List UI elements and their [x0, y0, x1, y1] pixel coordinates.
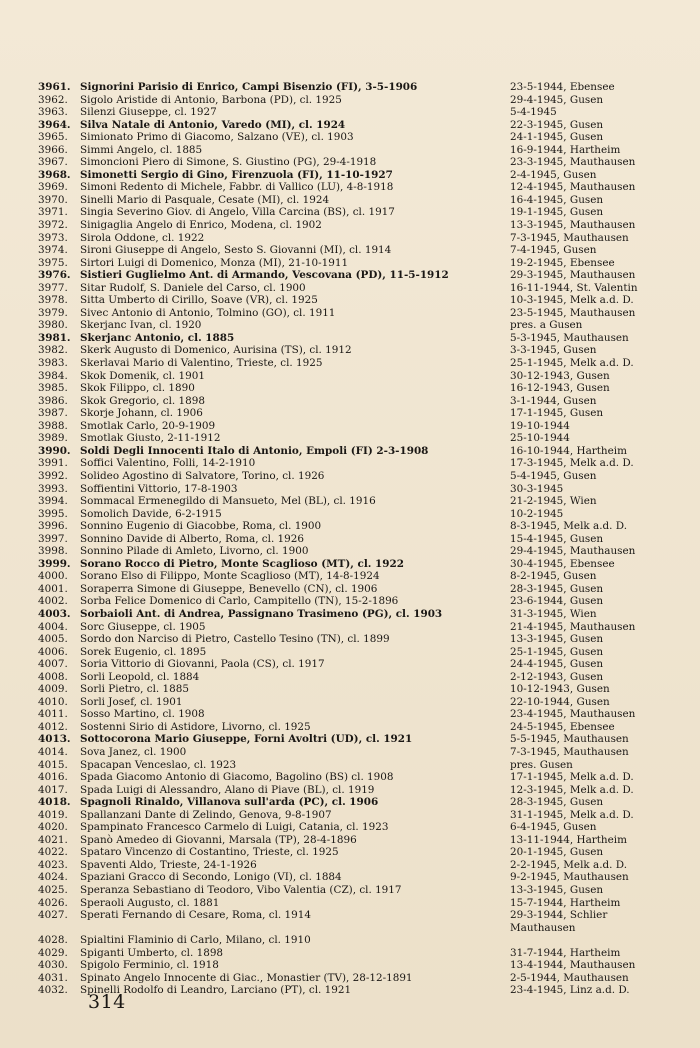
entry-number: 3989.	[38, 432, 68, 445]
entry-row	[38, 307, 678, 320]
entry-death-info: 13-3-1945, Mauthausen	[510, 219, 636, 232]
entry-death-info: 19-2-1945, Ebensee	[510, 256, 615, 269]
entry-row	[38, 219, 678, 232]
entry-name: Sitar Rudolf, S. Daniele del Carso, cl. 1900	[80, 281, 306, 294]
entry-number: 4011.	[38, 708, 68, 721]
entry-number: 3962.	[38, 93, 68, 106]
entry-name: Silenzi Giuseppe, cl. 1927	[80, 106, 217, 119]
page-number: 314	[88, 991, 126, 1013]
entry-row	[38, 144, 678, 157]
entry-row	[38, 934, 678, 947]
entry-number: 4002.	[38, 595, 68, 608]
entry-number: 3963.	[38, 106, 68, 119]
entry-number: 3997.	[38, 532, 68, 545]
entry-death-info: 10-3-1945, Melk a.d. D.	[510, 294, 634, 307]
entry-row	[38, 319, 678, 332]
entry-name: Simoncioni Piero di Simone, S. Giustino (PG), 29-4-1918	[80, 156, 377, 169]
entry-death-info: pres. a Gusen	[510, 319, 583, 332]
entry-death-info: 28-3-1945, Gusen	[510, 582, 604, 595]
entry-number: 3982.	[38, 344, 68, 357]
entry-number: 3992.	[38, 469, 68, 482]
entry-row	[38, 495, 678, 508]
entry-row	[38, 407, 678, 420]
entry-death-info: 13-4-1944, Mauthausen	[510, 959, 636, 972]
entry-name: Sordo don Narciso di Pietro, Castello Tesino (TN), cl. 1899	[80, 633, 390, 646]
entry-number: 4018.	[38, 796, 71, 809]
entry-death-info: 2-4-1945, Gusen	[510, 168, 597, 181]
entry-row	[38, 746, 678, 759]
entry-name: Sigolo Aristide di Antonio, Barbona (PD), cl. 1925	[80, 93, 342, 106]
entry-death-info: 6-4-1945, Gusen	[510, 821, 597, 834]
entry-name: Sottocorona Mario Giuseppe, Forni Avoltri (UD), cl. 1921	[80, 733, 413, 746]
entry-death-info: 5-4-1945, Gusen	[510, 469, 597, 482]
entry-name: Sostenni Sirio di Astidore, Livorno, cl. 1925	[80, 720, 311, 733]
entry-number: 3979.	[38, 306, 68, 319]
entry-row	[38, 294, 678, 307]
entry-number: 3998.	[38, 545, 68, 558]
entry-number: 4004.	[38, 620, 68, 633]
entry-death-info: 15-7-1944, Hartheim	[510, 896, 621, 909]
entry-death-info: 7-3-1945, Mauthausen	[510, 745, 629, 758]
entry-death-info: 25-1-1945, Gusen	[510, 645, 604, 658]
entry-death-info: 30-12-1943, Gusen	[510, 369, 610, 382]
entry-name: Sonnino Pilade di Amleto, Livorno, cl. 1900	[80, 545, 309, 558]
entry-name: Spada Giacomo Antonio di Giacomo, Bagolino (BS) cl. 1908	[80, 771, 394, 784]
entry-death-info: 31-7-1944, Hartheim	[510, 946, 621, 959]
entry-number: 4022.	[38, 846, 68, 859]
entry-name: Smotlak Carlo, 20-9-1909	[80, 419, 216, 432]
entry-number: 3993.	[38, 482, 68, 495]
entry-death-info: 12-3-1945, Melk a.d. D.	[510, 783, 634, 796]
entry-name: Spinato Angelo Innocente di Giac., Monastier (TV), 28-12-1891	[80, 971, 413, 984]
entry-row	[38, 206, 678, 219]
entry-death-info: 16-10-1944, Hartheim	[510, 444, 627, 457]
entry-row	[38, 169, 678, 182]
entry-number: 4015.	[38, 758, 68, 771]
entry-number: 3967.	[38, 156, 68, 169]
entry-death-info: 9-2-1945, Mauthausen	[510, 871, 629, 884]
entry-number: 4026.	[38, 896, 68, 909]
entry-row	[38, 859, 678, 872]
entry-row	[38, 181, 678, 194]
entry-name: Sonnino Davide di Alberto, Roma, cl. 1926	[80, 532, 304, 545]
entry-death-info: 8-2-1945, Gusen	[510, 570, 597, 583]
entry-row	[38, 821, 678, 834]
entry-row	[38, 897, 678, 910]
entry-number: 4019.	[38, 808, 68, 821]
entry-death-info: 13-3-1945, Gusen	[510, 633, 604, 646]
entry-death-info: 29-3-1944, Schlier Mauthausen	[510, 909, 608, 934]
entry-death-info: 20-1-1945, Gusen	[510, 846, 604, 859]
entry-name: Spallanzani Dante di Zelindo, Genova, 9-8-1907	[80, 808, 332, 821]
entry-number: 3975.	[38, 256, 68, 269]
entry-number: 3977.	[38, 281, 68, 294]
entry-name: Soraperra Simone di Giuseppe, Benevello (CN), cl. 1906	[80, 582, 378, 595]
entry-name: Sova Janez, cl. 1900	[80, 745, 187, 758]
entry-number: 3987.	[38, 407, 68, 420]
entry-number: 3999.	[38, 557, 71, 570]
entry-number: 3974.	[38, 244, 68, 257]
entry-number: 3983.	[38, 357, 68, 370]
entry-row	[38, 332, 678, 345]
entry-name: Skok Domenik, cl. 1901	[80, 369, 205, 382]
entry-death-info: 31-1-1945, Melk a.d. D.	[510, 808, 634, 821]
entry-row	[38, 106, 678, 119]
entry-row	[38, 344, 678, 357]
entry-row	[38, 834, 678, 847]
entry-death-info: 2-5-1944, Mauthausen	[510, 971, 629, 984]
entry-number: 4016.	[38, 771, 68, 784]
entry-number: 3969.	[38, 181, 68, 194]
entry-name: Skorje Johann, cl. 1906	[80, 407, 203, 420]
entry-number: 4020.	[38, 821, 68, 834]
entry-name: Sorli Leopold, cl. 1884	[80, 670, 200, 683]
entry-number: 3984.	[38, 369, 68, 382]
entry-row	[38, 583, 678, 596]
entry-death-info: 13-3-1945, Gusen	[510, 884, 604, 896]
entry-number: 4031.	[38, 971, 68, 984]
entry-number: 4005.	[38, 633, 68, 646]
entry-row	[38, 269, 678, 282]
entry-name: Soldi Degli Innocenti Italo di Antonio, Empoli (FI) 2-3-1908	[80, 444, 429, 457]
entry-number: 3964.	[38, 118, 71, 131]
entry-row	[38, 947, 678, 960]
entry-row	[38, 545, 678, 558]
entry-number: 4024.	[38, 871, 68, 884]
entry-number: 3972.	[38, 219, 68, 232]
entry-row	[38, 871, 678, 884]
entry-death-info: 25-1-1945, Melk a.d. D.	[510, 357, 634, 370]
entry-row	[38, 94, 678, 107]
entry-row	[38, 771, 678, 784]
entry-death-info: 2-2-1945, Melk a.d. D.	[510, 858, 628, 871]
entry-death-info: 16-9-1944, Hartheim	[510, 143, 621, 156]
entry-death-info: 3-3-1945, Gusen	[510, 344, 597, 357]
entry-row	[38, 959, 678, 972]
entry-name: Sorano Elso di Filippo, Monte Scaglioso (MT), 14-8-1924	[80, 570, 380, 583]
entry-row	[38, 395, 678, 408]
entry-row	[38, 244, 678, 257]
entry-row	[38, 420, 678, 433]
entry-death-info: 15-4-1945, Gusen	[510, 532, 604, 545]
entry-death-info: 23-5-1944, Ebensee	[510, 81, 615, 93]
entry-row	[38, 81, 678, 94]
entry-name: Sorano Rocco di Pietro, Monte Scaglioso (MT), cl. 1922	[80, 557, 404, 570]
entry-death-info: 28-3-1945, Gusen	[510, 796, 604, 809]
entry-name: Spaventi Aldo, Trieste, 24-1-1926	[80, 858, 257, 871]
entry-name: Spada Luigi di Alessandro, Alano di Piave (BL), cl. 1919	[80, 783, 375, 796]
entry-row	[38, 683, 678, 696]
entry-number: 3971.	[38, 206, 68, 219]
entry-row	[38, 884, 678, 897]
entry-row	[38, 370, 678, 383]
entry-death-info: 2-12-1943, Gusen	[510, 670, 604, 683]
entry-death-info: 19-10-1944	[510, 419, 570, 432]
entry-death-info: 16-12-1943, Gusen	[510, 382, 610, 395]
entry-death-info: 24-1-1945, Gusen	[510, 131, 604, 144]
entry-row	[38, 608, 678, 621]
entry-name: Spiganti Umberto, cl. 1898	[80, 946, 224, 959]
entry-number: 3980.	[38, 319, 68, 332]
entry-death-info: 17-1-1945, Melk a.d. D.	[510, 771, 634, 784]
entry-name: Sistieri Guglielmo Ant. di Armando, Vescovana (PD), 11-5-1912	[80, 269, 449, 282]
entry-death-info: 23-5-1945, Mauthausen	[510, 306, 636, 319]
entry-name: Solideo Agostino di Salvatore, Torino, cl. 1926	[80, 469, 325, 482]
entry-name: Simmi Angelo, cl. 1885	[80, 143, 203, 156]
entry-death-info: 24-4-1945, Gusen	[510, 658, 604, 671]
entry-row	[38, 708, 678, 721]
entry-death-info: 23-6-1944, Gusen	[510, 595, 604, 608]
entry-row	[38, 621, 678, 634]
entry-death-info: 30-3-1945	[510, 482, 564, 495]
entry-name: Sorba Felice Domenico di Carlo, Campitello (TN), 15-2-1896	[80, 595, 399, 608]
entry-row	[38, 257, 678, 270]
entry-death-info: 7-4-1945, Gusen	[510, 244, 597, 257]
entry-number: 4003.	[38, 607, 71, 620]
entry-row	[38, 972, 678, 985]
entry-name: Spanò Amedeo di Giovanni, Marsala (TP), 28-4-1896	[80, 833, 357, 846]
entry-row	[38, 846, 678, 859]
entry-number: 4023.	[38, 858, 68, 871]
entry-number: 3991.	[38, 457, 68, 470]
entry-name: Spagnoli Rinaldo, Villanova sull'arda (PC), cl. 1906	[80, 796, 379, 809]
entry-name: Speraoli Augusto, cl. 1881	[80, 896, 220, 909]
entry-row	[38, 696, 678, 709]
entry-death-info: 21-2-1945, Wien	[510, 495, 597, 508]
entry-row	[38, 809, 678, 822]
entry-death-info: 31-3-1945, Wien	[510, 607, 597, 620]
entry-number: 4012.	[38, 720, 68, 733]
entry-name: Spataro Vincenzo di Costantino, Trieste, cl. 1925	[80, 846, 339, 859]
entry-death-info: 21-4-1945, Mauthausen	[510, 620, 636, 633]
entry-row	[38, 131, 678, 144]
entry-number: 4032.	[38, 984, 68, 997]
entry-name: Sivec Antonio di Antonio, Tolmino (GO), cl. 1911	[80, 306, 336, 319]
entry-number: 3985.	[38, 382, 68, 395]
entry-row	[38, 595, 678, 608]
entry-number: 4010.	[38, 695, 68, 708]
entry-name: Spinelli Rodolfo di Leandro, Larciano (PT), cl. 1921	[80, 984, 352, 997]
entry-number: 4009.	[38, 683, 68, 696]
entry-death-info: pres. Gusen	[510, 758, 573, 771]
entry-number: 4008.	[38, 670, 68, 683]
entry-row	[38, 156, 678, 169]
entry-number: 3966.	[38, 143, 68, 156]
entry-death-info: 5-3-1945, Mauthausen	[510, 331, 629, 344]
entry-death-info: 23-4-1945, Mauthausen	[510, 708, 636, 721]
entry-name: Smotlak Giusto, 2-11-1912	[80, 432, 221, 445]
entry-death-info: 17-3-1945, Melk a.d. D.	[510, 457, 634, 470]
entry-name: Sitta Umberto di Cirillo, Soave (VR), cl. 1925	[80, 294, 318, 307]
entry-death-info: 29-3-1945, Mauthausen	[510, 269, 636, 282]
entry-row	[38, 508, 678, 521]
entry-number: 3968.	[38, 168, 71, 181]
entry-name: Sperati Fernando di Cesare, Roma, cl. 1914	[80, 909, 311, 922]
entry-name: Spigolo Ferminio, cl. 1918	[80, 959, 219, 972]
entry-row	[38, 119, 678, 132]
entry-number: 4013.	[38, 733, 71, 746]
entry-name: Sorc Giuseppe, cl. 1905	[80, 620, 206, 633]
entry-number: 4027.	[38, 909, 68, 922]
entry-number: 4000.	[38, 570, 68, 583]
entry-death-info: 30-4-1945, Ebensee	[510, 557, 615, 570]
entry-death-info: 13-11-1944, Hartheim	[510, 833, 627, 846]
entry-number: 3976.	[38, 269, 71, 282]
entry-row	[38, 733, 678, 746]
entry-row	[38, 470, 678, 483]
entry-name: Sironi Giuseppe di Angelo, Sesto S. Giovanni (MI), cl. 1914	[80, 244, 392, 257]
entry-name: Speranza Sebastiano di Teodoro, Vibo Valentia (CZ), cl. 1917	[80, 884, 402, 896]
entry-name: Signorini Parisio di Enrico, Campi Bisenzio (FI), 3-5-1906	[80, 81, 418, 93]
entry-row	[38, 432, 678, 445]
entry-death-info: 10-2-1945	[510, 507, 564, 520]
entry-row	[38, 909, 678, 934]
entry-name: Singia Severino Giov. di Angelo, Villa Carcina (BS), cl. 1917	[80, 206, 395, 219]
entry-name: Skerlavai Mario di Valentino, Trieste, cl. 1925	[80, 357, 323, 370]
entry-number: 3965.	[38, 131, 68, 144]
entry-row	[38, 194, 678, 207]
entry-name: Sorbaioli Ant. di Andrea, Passignano Trasimeno (PG), cl. 1903	[80, 607, 443, 620]
entry-row	[38, 784, 678, 797]
entry-row	[38, 533, 678, 546]
entry-death-info: 10-12-1943, Gusen	[510, 683, 610, 696]
entry-number: 4017.	[38, 783, 68, 796]
entry-name: Simoni Redento di Michele, Fabbr. di Vallico (LU), 4-8-1918	[80, 181, 394, 194]
entry-number: 3973.	[38, 231, 68, 244]
entry-name: Skok Filippo, cl. 1890	[80, 382, 195, 395]
entry-name: Skerjanc Antonio, cl. 1885	[80, 331, 235, 344]
entry-number: 3970.	[38, 193, 68, 206]
entry-death-info: 22-3-1945, Gusen	[510, 118, 604, 131]
entry-death-info: 5-5-1945, Mauthausen	[510, 733, 629, 746]
entry-row	[38, 984, 678, 997]
entry-name: Sirtori Luigi di Domenico, Monza (MI), 21-10-1911	[80, 256, 349, 269]
entry-number: 3994.	[38, 495, 68, 508]
entry-row	[38, 558, 678, 571]
entry-number: 4006.	[38, 645, 68, 658]
entry-number: 4025.	[38, 884, 68, 896]
entry-number: 3996.	[38, 520, 68, 533]
entry-number: 4030.	[38, 959, 68, 972]
entry-row	[38, 232, 678, 245]
entry-number: 4001.	[38, 582, 68, 595]
entry-name: Sorek Eugenio, cl. 1895	[80, 645, 207, 658]
entry-death-info: 8-3-1945, Melk a.d. D.	[510, 520, 628, 533]
entry-name: Sirola Oddone, cl. 1922	[80, 231, 205, 244]
entry-death-info: 22-10-1944, Gusen	[510, 695, 610, 708]
entry-death-info: 16-11-1944, St. Valentin	[510, 281, 638, 294]
entry-name: Spacapan Venceslao, cl. 1923	[80, 758, 237, 771]
entry-row	[38, 357, 678, 370]
entry-death-info: 16-4-1945, Gusen	[510, 193, 604, 206]
entry-row	[38, 445, 678, 458]
entry-number: 4021.	[38, 833, 68, 846]
entry-number: 4007.	[38, 658, 68, 671]
entry-death-info: 25-10-1944	[510, 432, 570, 445]
entry-death-info: 17-1-1945, Gusen	[510, 407, 604, 420]
entry-name: Silva Natale di Antonio, Varedo (MI), cl. 1924	[80, 118, 346, 131]
entry-name: Simionato Primo di Giacomo, Salzano (VE), cl. 1903	[80, 131, 354, 144]
entry-name: Somolich Davide, 6-2-1915	[80, 507, 222, 520]
entry-row	[38, 796, 678, 809]
entry-number: 3995.	[38, 507, 68, 520]
entry-number: 4014.	[38, 745, 68, 758]
entry-name: Sorli Josef, cl. 1901	[80, 695, 183, 708]
entry-row	[38, 382, 678, 395]
entry-name: Sosso Martino, cl. 1908	[80, 708, 205, 721]
entry-number: 3978.	[38, 294, 68, 307]
entry-number: 4029.	[38, 946, 68, 959]
entry-row	[38, 671, 678, 684]
entry-row	[38, 570, 678, 583]
entry-name: Soffientini Vittorio, 17-8-1903	[80, 482, 238, 495]
entry-name: Sorli Pietro, cl. 1885	[80, 683, 189, 696]
entry-row	[38, 721, 678, 734]
entry-name: Skerk Augusto di Domenico, Aurisina (TS), cl. 1912	[80, 344, 352, 357]
entry-row	[38, 658, 678, 671]
entry-row	[38, 759, 678, 772]
entry-death-info: 12-4-1945, Mauthausen	[510, 181, 636, 194]
entry-name: Skok Gregorio, cl. 1898	[80, 394, 205, 407]
entry-death-info: 23-3-1945, Mauthausen	[510, 156, 636, 169]
entry-name: Sonnino Eugenio di Giacobbe, Roma, cl. 1900	[80, 520, 322, 533]
entry-row	[38, 646, 678, 659]
entry-name: Skerjanc Ivan, cl. 1920	[80, 319, 202, 332]
entry-number: 3988.	[38, 419, 68, 432]
entry-name: Simonetti Sergio di Gino, Firenzuola (FI), 11-10-1927	[80, 168, 393, 181]
entry-death-info: 23-4-1945, Linz a.d. D.	[510, 984, 630, 997]
entry-name: Sommacal Ermenegildo di Mansueto, Mel (BL), cl. 1916	[80, 495, 376, 508]
entry-death-info: 29-4-1945, Gusen	[510, 93, 604, 106]
entry-name: Spaziani Gracco di Secondo, Lonigo (VI), cl. 1884	[80, 871, 342, 884]
entry-row	[38, 457, 678, 470]
entry-death-info: 19-1-1945, Gusen	[510, 206, 604, 219]
entry-death-info: 5-4-1945	[510, 106, 557, 119]
entry-name: Sinelli Mario di Pasquale, Cesate (MI), cl. 1924	[80, 193, 330, 206]
entry-death-info: 3-1-1944, Gusen	[510, 394, 597, 407]
entry-death-info: 24-5-1945, Ebensee	[510, 720, 615, 733]
entry-name: Spampinato Francesco Carmelo di Luigi, Catania, cl. 1923	[80, 821, 389, 834]
entry-list	[38, 81, 678, 997]
entry-number: 3961.	[38, 81, 71, 93]
entry-name: Sinigaglia Angelo di Enrico, Modena, cl. 1902	[80, 219, 322, 232]
entry-death-info: 7-3-1945, Mauthausen	[510, 231, 629, 244]
entry-name: Spialtini Flaminio di Carlo, Milano, cl. 1910	[80, 934, 311, 947]
entry-death-info: 29-4-1945, Mauthausen	[510, 545, 636, 558]
entry-name: Soffici Valentino, Folli, 14-2-1910	[80, 457, 256, 470]
entry-row	[38, 483, 678, 496]
entry-number: 3981.	[38, 331, 71, 344]
entry-row	[38, 633, 678, 646]
entry-number: 3986.	[38, 394, 68, 407]
entry-name: Soria Vittorio di Giovanni, Paola (CS), cl. 1917	[80, 658, 325, 671]
entry-number: 3990.	[38, 444, 71, 457]
entry-number: 4028.	[38, 934, 68, 947]
entry-row	[38, 520, 678, 533]
entry-row	[38, 282, 678, 295]
